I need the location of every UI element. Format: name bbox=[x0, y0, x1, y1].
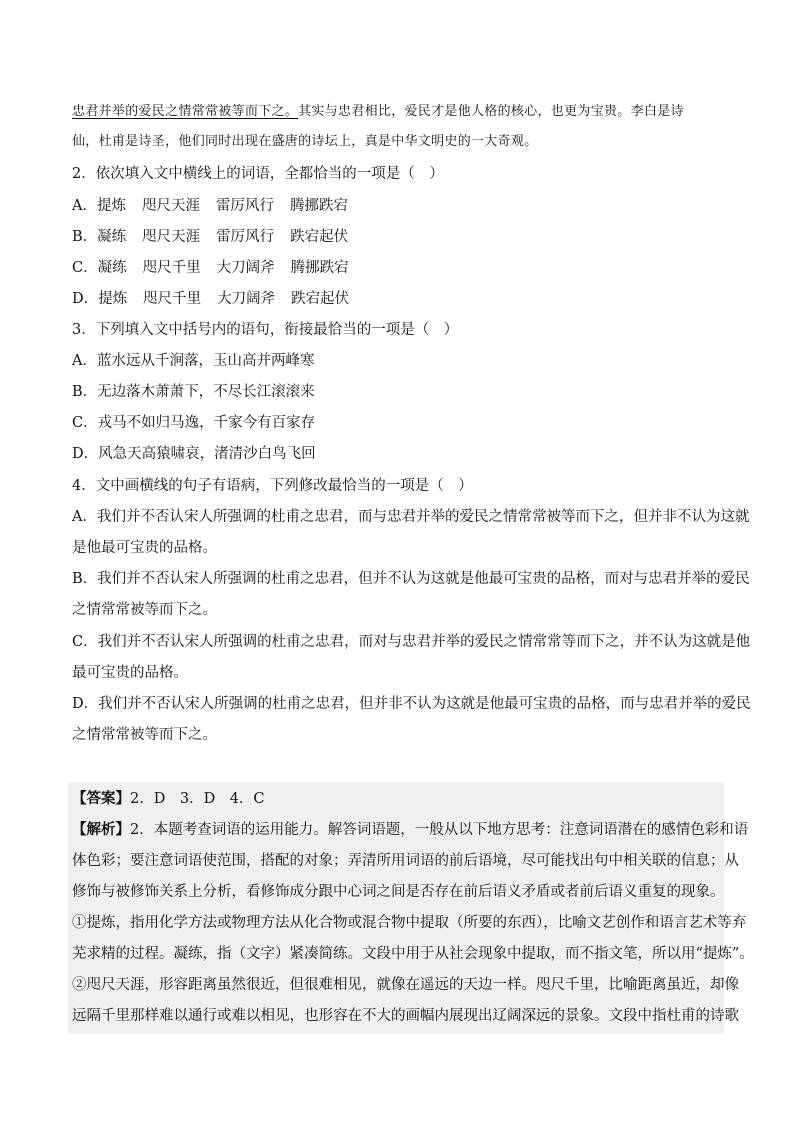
passage-text: 其实与忠君相比，爱民才是他人格的核心，也更为宝贵。李白是诗 bbox=[298, 104, 684, 119]
analysis-line-7: 远隔千里那样难以通行或难以相见，也形容在不大的画幅内展现出辽阔深远的景象。文段中指杜甫的诗歌 bbox=[72, 1008, 739, 1024]
answer-label: 【答案】 bbox=[72, 790, 130, 807]
analysis-line-2: 体色彩；要注意词语使范围，搭配的对象；弄清所用词语的前后语境，尽可能找出句中相关联的信息；从 bbox=[72, 853, 739, 869]
underlined-sentence: 忠君并举的爱民之情常常被等而下之。 bbox=[72, 104, 299, 119]
analysis-line-1: 【解析】2．本题考查词语的运用能力。解答词语题，一般从以下地方思考：注意词语潜在的感情色彩和语 bbox=[72, 821, 749, 838]
analysis-line-5: 芜求精的过程。凝练，指（文字）紧凑简练。文段中用于从社会现象中提取，而不指文笔，所以用“提炼”。 bbox=[72, 946, 754, 962]
question-4-option-d-line-2: 之情常常被等而下之。 bbox=[72, 727, 217, 743]
question-2-option-a: A．提炼 咫尺天涯 雷厉风行 腾挪跌宕 bbox=[72, 198, 348, 214]
question-3-option-d: D．风急天高猿啸哀，渚清沙白鸟飞回 bbox=[72, 446, 316, 462]
question-4-option-c-line-1: C．我们并不否认宋人所强调的杜甫之忠君，而对与忠君并举的爱民之情常常等而下之，并不认为这就是他 bbox=[72, 634, 751, 650]
analysis-line-6: ②咫尺天涯，形容距离虽然很近，但很难相见，就像在遥远的天边一样。咫尺千里，比喻距离虽近，却像 bbox=[72, 977, 739, 993]
question-4-option-b-line-1: B．我们并不否认宋人所强调的杜甫之忠君，但并不认为这就是他最可宝贵的品格，而对与忠君并举的爱民 bbox=[72, 571, 750, 587]
question-4-option-a-line-1: A．我们并不否认宋人所强调的杜甫之忠君，而与忠君并举的爱民之情常常被等而下之，但并非不认为这就 bbox=[72, 509, 750, 525]
analysis-line-3: 修饰与被修饰关系上分析，看修饰成分跟中心词之间是否存在前后语义矛盾或者前后语义重复的现象。 bbox=[72, 884, 725, 900]
question-4-option-d-line-1: D．我们并不否认宋人所强调的杜甫之忠君，但并非不认为这就是他最可宝贵的品格，而与忠君并举的爱民 bbox=[72, 696, 751, 712]
question-3-option-c: C．戎马不如归马逸，千家今有百家存 bbox=[72, 415, 316, 431]
question-2-option-d: D．提炼 咫尺千里 大刀阔斧 跌宕起伏 bbox=[72, 291, 350, 307]
answer-value: 2．D 3．D 4．C bbox=[130, 791, 265, 807]
question-3-option-b: B．无边落木萧萧下，不尽长江滚滚来 bbox=[72, 384, 315, 400]
passage-line-1 bbox=[72, 102, 724, 122]
question-2-stem: 2．依次填入文中横线上的词语，全都恰当的一项是（ ） bbox=[72, 166, 444, 182]
question-4-stem: 4．文中画横线的句子有语病，下列修改最恰当的一项是（ ） bbox=[72, 478, 473, 494]
question-3-option-a: A．蓝水远从千涧落，玉山高并两峰寒 bbox=[72, 353, 315, 369]
passage-line-2: 仙，杜甫是诗圣，他们同时出现在盛唐的诗坛上，真是中华文明史的一大奇观。 bbox=[72, 134, 538, 149]
analysis-line-4: ①提炼，指用化学方法或物理方法从化合物或混合物中提取（所要的东西），比喻文艺创作和语言艺术等弃 bbox=[72, 915, 747, 931]
question-4-option-a-line-2: 是他最可宝贵的品格。 bbox=[72, 540, 217, 556]
analysis-label: 【解析】 bbox=[72, 821, 130, 838]
question-2-option-b: B．凝练 咫尺天涯 雷厉风行 跌宕起伏 bbox=[72, 229, 349, 245]
question-4-option-b-line-2: 之情常常被等而下之。 bbox=[72, 602, 217, 618]
question-4-option-c-line-2: 最可宝贵的品格。 bbox=[72, 665, 188, 681]
answer-line bbox=[72, 789, 724, 809]
question-3-stem: 3．下列填入文中括号内的语句，衔接最恰当的一项是（ ） bbox=[72, 322, 459, 338]
question-2-option-c: C．凝练 咫尺千里 大刀阔斧 腾挪跌宕 bbox=[72, 260, 349, 276]
